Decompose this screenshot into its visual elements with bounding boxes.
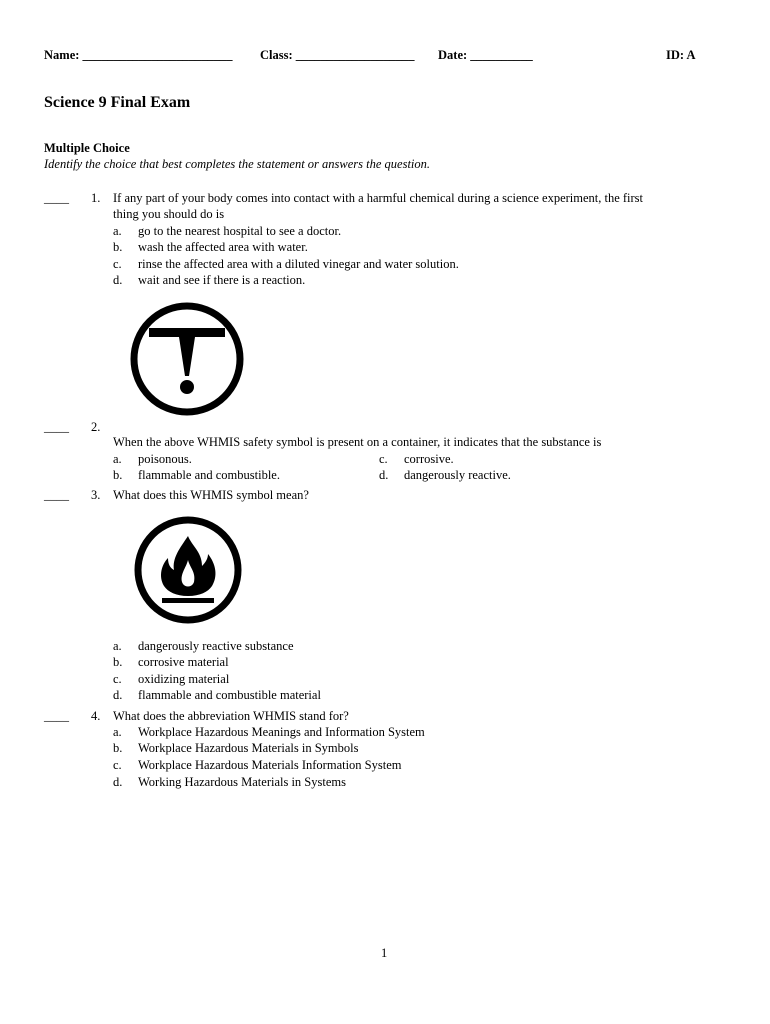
option-text: Workplace Hazardous Materials Information System bbox=[138, 758, 402, 772]
page-number: 1 bbox=[381, 946, 388, 960]
option-text: poisonous. bbox=[138, 452, 192, 466]
section-instructions: Identify the choice that best completes the statement or answers the question. bbox=[44, 157, 431, 171]
question-stem: If any part of your body comes into contact with a harmful chemical during a science experiment, the first bbox=[113, 191, 644, 205]
option-text: corrosive. bbox=[404, 452, 454, 466]
question-stem: What does this WHMIS symbol mean? bbox=[113, 488, 309, 502]
question-number: 4. bbox=[91, 709, 101, 723]
option-text: dangerously reactive. bbox=[404, 468, 511, 482]
question-number: 2. bbox=[91, 420, 101, 434]
whmis-flammable-icon bbox=[132, 514, 244, 626]
option-text: rinse the affected area with a diluted vinegar and water solution. bbox=[138, 257, 459, 271]
option-letter: b. bbox=[113, 741, 123, 755]
option-text: go to the nearest hospital to see a doctor. bbox=[138, 224, 342, 238]
option-letter: b. bbox=[113, 468, 123, 482]
option-text: dangerously reactive substance bbox=[138, 639, 294, 653]
answer-blank[interactable]: ____ bbox=[44, 488, 69, 502]
option-letter: c. bbox=[113, 257, 122, 271]
answer-blank[interactable]: ____ bbox=[44, 191, 69, 205]
option-letter: a. bbox=[113, 224, 122, 238]
date-field-label: Date: __________ bbox=[438, 48, 533, 62]
id-label: ID: A bbox=[666, 48, 696, 62]
option-letter: b. bbox=[113, 240, 123, 254]
question-stem: When the above WHMIS safety symbol is present on a container, it indicates that the substance is bbox=[113, 435, 602, 449]
option-letter: c. bbox=[113, 758, 122, 772]
option-text: flammable and combustible. bbox=[138, 468, 280, 482]
section-heading: Multiple Choice bbox=[44, 141, 130, 155]
option-text: oxidizing material bbox=[138, 672, 230, 686]
option-letter: c. bbox=[113, 672, 122, 686]
option-letter: d. bbox=[113, 273, 123, 287]
class-field-label: Class: ___________________ bbox=[260, 48, 415, 62]
question-stem: What does the abbreviation WHMIS stand for? bbox=[113, 709, 349, 723]
option-text: corrosive material bbox=[138, 655, 229, 669]
option-letter: d. bbox=[379, 468, 389, 482]
option-text: wash the affected area with water. bbox=[138, 240, 308, 254]
option-text: wait and see if there is a reaction. bbox=[138, 273, 306, 287]
option-text: Workplace Hazardous Meanings and Information System bbox=[138, 725, 425, 739]
question-number: 3. bbox=[91, 488, 101, 502]
whmis-dangerously-reactive-icon bbox=[128, 300, 246, 418]
name-field-label: Name: ________________________ bbox=[44, 48, 233, 62]
option-letter: b. bbox=[113, 655, 123, 669]
option-letter: a. bbox=[113, 452, 122, 466]
answer-blank[interactable]: ____ bbox=[44, 420, 69, 434]
question-stem: thing you should do is bbox=[113, 207, 225, 221]
option-text: Workplace Hazardous Materials in Symbols bbox=[138, 741, 359, 755]
option-letter: a. bbox=[113, 639, 122, 653]
option-text: flammable and combustible material bbox=[138, 688, 321, 702]
option-letter: c. bbox=[379, 452, 388, 466]
question-number: 1. bbox=[91, 191, 101, 205]
option-letter: a. bbox=[113, 725, 122, 739]
page-title: Science 9 Final Exam bbox=[44, 94, 191, 111]
answer-blank[interactable]: ____ bbox=[44, 709, 69, 723]
option-letter: d. bbox=[113, 775, 123, 789]
option-letter: d. bbox=[113, 688, 123, 702]
option-text: Working Hazardous Materials in Systems bbox=[138, 775, 346, 789]
